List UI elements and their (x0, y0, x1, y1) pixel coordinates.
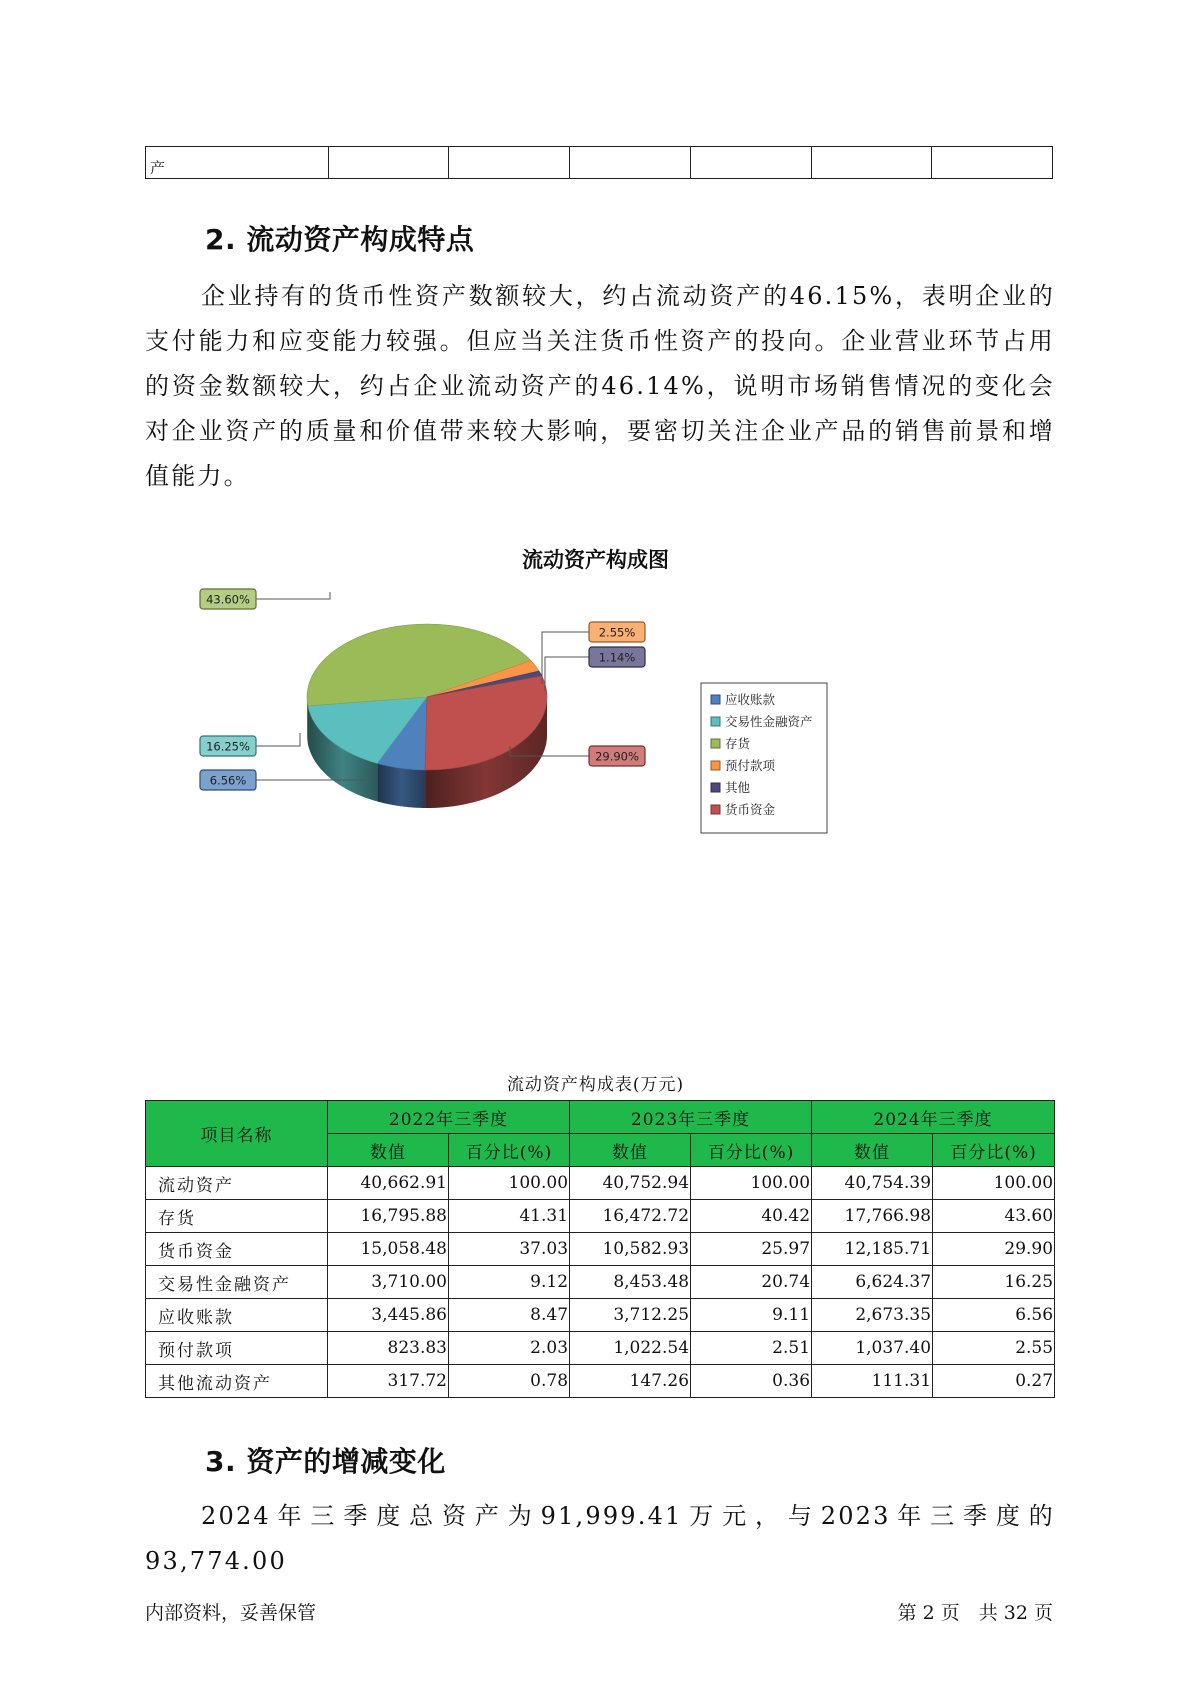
cell-percent: 0.27 (933, 1365, 1055, 1398)
cell-percent: 43.60 (933, 1200, 1055, 1233)
data-label: 29.90% (595, 749, 639, 764)
header-percent: 百分比(%) (933, 1134, 1055, 1167)
header-year: 2022年三季度 (328, 1101, 570, 1134)
legend-label: 交易性金融资产 (725, 714, 813, 729)
chart-title: 流动资产构成图 (522, 548, 669, 572)
cell-value: 823.83 (328, 1332, 449, 1365)
table-row (146, 1332, 1055, 1365)
cell-value: 40,662.91 (328, 1167, 449, 1200)
row-name: 预付款项 (146, 1332, 328, 1365)
cell-value: 17,766.98 (812, 1200, 933, 1233)
cell-percent: 8.47 (449, 1299, 570, 1332)
cell-value: 3,710.00 (328, 1266, 449, 1299)
section-heading: 3. 资产的增减变化 (205, 1445, 446, 1478)
cell-value: 12,185.71 (812, 1233, 933, 1266)
row-name: 存货 (146, 1200, 328, 1233)
cell-value: 1,037.40 (812, 1332, 933, 1365)
pie-tops (307, 624, 547, 770)
chart-legend (701, 683, 827, 833)
legend-label: 应收账款 (725, 692, 776, 707)
header-value: 数值 (570, 1134, 691, 1167)
cell-value: 40,754.39 (812, 1167, 933, 1200)
cell-percent: 9.11 (691, 1299, 812, 1332)
header-year: 2023年三季度 (570, 1101, 812, 1134)
table-row (146, 1266, 1055, 1299)
section-heading: 2. 流动资产构成特点 (205, 223, 475, 256)
legend-swatch (711, 739, 720, 748)
cell-value: 40,752.94 (570, 1167, 691, 1200)
cell-value: 6,624.37 (812, 1266, 933, 1299)
cell-percent: 25.97 (691, 1233, 812, 1266)
table-caption: 流动资产构成表(万元) (506, 1075, 685, 1095)
data-label: 43.60% (206, 592, 250, 607)
cell-percent: 100.00 (449, 1167, 570, 1200)
legend-label: 货币资金 (725, 802, 776, 817)
paragraph-text: 2024年三季度总资产为91,999.41万元，与2023年三季度的93,774.00 (145, 1502, 1055, 1575)
cell-percent: 100.00 (691, 1167, 812, 1200)
row-name: 应收账款 (146, 1299, 328, 1332)
header-value: 数值 (812, 1134, 933, 1167)
table-row (146, 1167, 1055, 1200)
cell-percent: 2.55 (933, 1332, 1055, 1365)
cell-value: 147.26 (570, 1365, 691, 1398)
header-item: 项目名称 (146, 1101, 328, 1167)
footer-page-number: 第 2 页 共 32 页 (897, 1602, 1053, 1624)
data-label: 1.14% (598, 650, 636, 665)
footer-left: 内部资料，妥善保管 (145, 1602, 317, 1624)
data-label: 6.56% (209, 773, 247, 788)
table-row (146, 1233, 1055, 1266)
callout-leader (542, 632, 589, 684)
cell-percent: 9.12 (449, 1266, 570, 1299)
section-paragraph (145, 1494, 1055, 1584)
callout-leader (545, 657, 589, 691)
cell-value: 3,712.25 (570, 1299, 691, 1332)
cell-value: 10,582.93 (570, 1233, 691, 1266)
cell-value: 317.72 (328, 1365, 449, 1398)
legend-label: 其他 (725, 780, 751, 795)
callout-leader (256, 592, 330, 599)
cell-value: 3,445.86 (328, 1299, 449, 1332)
callout-leader (256, 733, 300, 746)
table-row (146, 1200, 1055, 1233)
cell-percent: 41.31 (449, 1200, 570, 1233)
legend-swatch (711, 761, 720, 770)
legend-label: 存货 (725, 736, 751, 751)
header-value: 数值 (328, 1134, 449, 1167)
header-percent: 百分比(%) (691, 1134, 812, 1167)
cell-value: 15,058.48 (328, 1233, 449, 1266)
cell-value: 8,453.48 (570, 1266, 691, 1299)
cell-percent: 40.42 (691, 1200, 812, 1233)
legend-swatch (711, 805, 720, 814)
cell-percent: 0.78 (449, 1365, 570, 1398)
cell-percent: 20.74 (691, 1266, 812, 1299)
header-percent: 百分比(%) (449, 1134, 570, 1167)
header-year: 2024年三季度 (812, 1101, 1055, 1134)
cell-value: 111.31 (812, 1365, 933, 1398)
cell-value: 16,795.88 (328, 1200, 449, 1233)
cell-percent: 2.03 (449, 1332, 570, 1365)
cell-value: 16,472.72 (570, 1200, 691, 1233)
cell-value: 1,022.54 (570, 1332, 691, 1365)
cell-percent: 100.00 (933, 1167, 1055, 1200)
table-cell: 产 (146, 147, 329, 179)
cell-percent: 37.03 (449, 1233, 570, 1266)
data-label: 16.25% (206, 739, 250, 754)
cell-value: 2,673.35 (812, 1299, 933, 1332)
legend-label: 预付款项 (725, 758, 776, 773)
legend-swatch (711, 695, 720, 704)
paragraph-text: 企业持有的货币性资产数额较大，约占流动资产的46.15%，表明企业的支付能力和应变能力较强。但应当关注货币性资产的投向。企业营业环节占用的资金数额较大，约占企业流动资产的46.14%，说明市场销售情况的变化会对企业资产的质量和价值带来较大影响，要密切关注企业产品的销售前景和增值能力。 (145, 282, 1055, 490)
legend-swatch (711, 783, 720, 792)
cell-percent: 16.25 (933, 1266, 1055, 1299)
row-name: 其他流动资产 (146, 1365, 328, 1398)
composition-table (145, 1100, 1055, 1398)
cell-percent: 29.90 (933, 1233, 1055, 1266)
table-row (146, 1365, 1055, 1398)
cell-percent: 2.51 (691, 1332, 812, 1365)
table-header-row (146, 1101, 1055, 1134)
cell-percent: 0.36 (691, 1365, 812, 1398)
row-name: 交易性金融资产 (146, 1266, 328, 1299)
legend-swatch (711, 717, 720, 726)
cell-percent: 6.56 (933, 1299, 1055, 1332)
row-name: 货币资金 (146, 1233, 328, 1266)
row-name: 流动资产 (146, 1167, 328, 1200)
table-row (146, 1299, 1055, 1332)
data-label: 2.55% (598, 625, 636, 640)
